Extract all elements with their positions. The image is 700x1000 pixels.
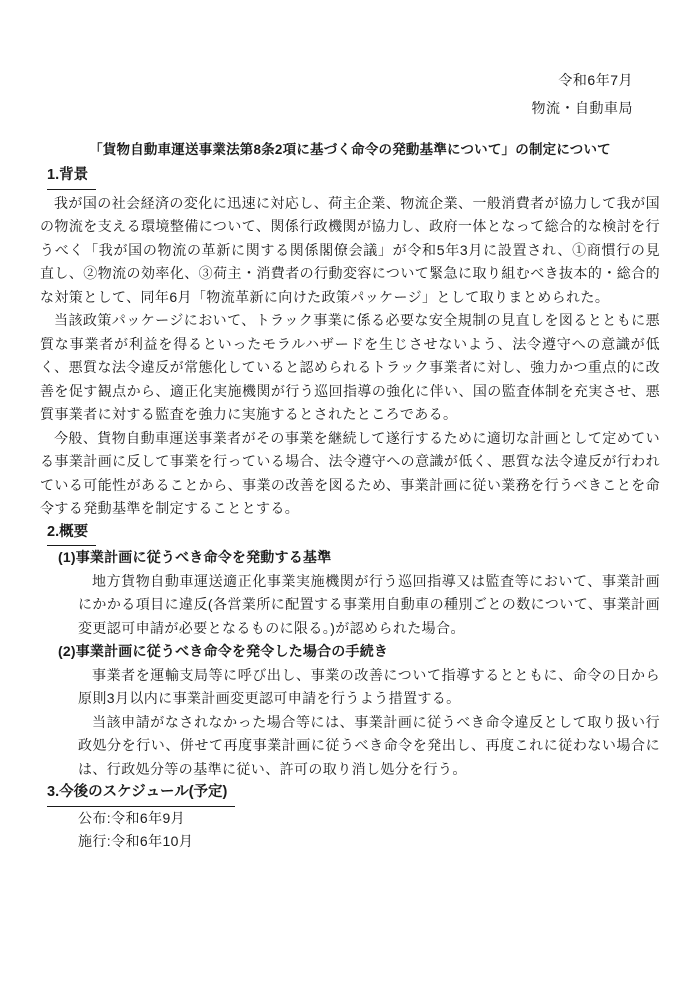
subitem-label: (2)事業計画に従うべき命令を発令した場合の手続き	[58, 643, 389, 659]
section-heading-schedule	[40, 781, 660, 807]
document-date: 令和6年7月	[558, 72, 633, 88]
section-heading-overview	[40, 521, 660, 547]
subitem-criteria	[40, 546, 660, 640]
paragraph: 当該政策パッケージにおいて、トラック事業に係る必要な安全規制の見直しを図るとともに悪質な事業者が利益を得るといったモラルハザードを生じさせないよう、法令遵守への意識が低く、悪質な法令違反が常態化していると認められるトラック事業者に対し、強力かつ重点的に改善を促す観点から、適正化実施機関が行う巡回指導の強化に伴い、国の監査体制を充実させ、悪質事業者に対する監査を強力に実施するとされたところである。	[40, 312, 660, 422]
paragraph: 事業者を運輸支局等に呼び出し、事業の改善について指導するとともに、命令の日から原則3月以内に事業計画変更認可申請を行うよう措置する。	[78, 666, 660, 706]
schedule-item-promulgation: 公布:令和6年9月	[78, 809, 186, 826]
document-header	[40, 66, 660, 122]
section-heading-text: 1.背景	[47, 164, 96, 190]
paragraph: 地方貨物自動車運送適正化事業実施機関が行う巡回指導又は監査等において、事業計画にかかる項目に違反(各営業所に配置する事業用自動車の種別ごとの数について、事業計画変更認可申請が必要となるものに限る。)が認められた場合。	[78, 572, 660, 636]
subitem-procedure	[40, 640, 660, 781]
section-heading-background	[40, 164, 660, 190]
section-heading-text: 3.今後のスケジュール(予定)	[47, 781, 235, 807]
paragraph: 我が国の社会経済の変化に迅速に対応し、荷主企業、物流企業、一般消費者が協力して我が国の物流を支える環境整備について、関係行政機関が協力し、政府一体となって総合的な検討を行うべく「我が国の物流の革新に関する関係閣僚会議」が令和5年3月に設置され、①商慣行の見直し、②物流の効率化、③荷主・消費者の行動変容について緊急に取り組むべき抜本的・総合的な対策として、同年6月「物流革新に向けた政策パッケージ」として取りまとめられた。	[40, 194, 660, 305]
section-schedule-body	[40, 807, 660, 854]
document-department: 物流・自動車局	[531, 100, 633, 116]
paragraph: 当該申請がなされなかった場合等には、事業計画に従うべき命令違反として取り扱い行政処分を行い、併せて再度事業計画に従うべき命令を発出し、再度これに従わない場合には、行政処分等の基準に従い、許可の取り消し処分を行う。	[78, 713, 660, 777]
section-overview-body	[40, 546, 660, 781]
section-overview	[40, 521, 660, 782]
paragraph: 今般、貨物自動車運送事業者がその事業を継続して遂行するために適切な計画として定めている事業計画に反して事業を行っている場合、法令遵守への意識が低く、悪質な法令違反が行われている可能性があることから、事業の改善を図るため、事業計画に従い業務を行うべきことを命令する発動基準を制定することとする。	[40, 429, 660, 516]
subitem-label: (1)事業計画に従うべき命令を発動する基準	[58, 549, 332, 565]
section-background-body	[40, 192, 660, 521]
section-heading-text: 2.概要	[47, 521, 96, 547]
section-background	[40, 164, 660, 521]
section-schedule	[40, 781, 660, 854]
schedule-item-enforcement: 施行:令和6年10月	[78, 833, 194, 849]
document-title: 「貨物自動車運送事業法第8条2項に基づく命令の発動基準について」の制定について	[89, 142, 611, 157]
